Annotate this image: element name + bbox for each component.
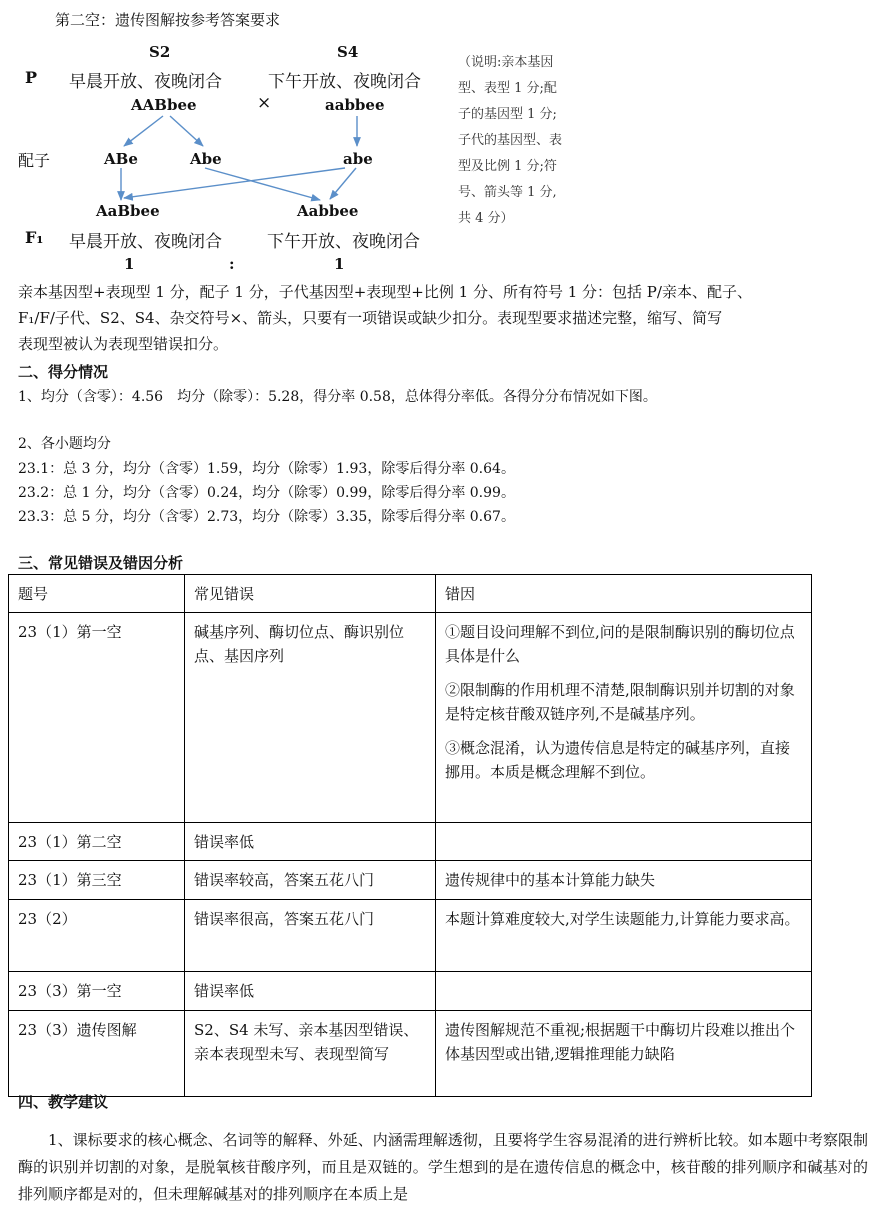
cause-item: ③概念混淆，认为遗传信息是特定的碱基序列，直接挪用。本质是概念理解不到位。: [445, 739, 791, 781]
table-row: [9, 861, 812, 900]
header-common-error: 常见错误: [185, 575, 436, 613]
section2-item: 23.3：总 5 分，均分（含零）2.73，均分（除零）3.35，除零后得分率 0.67。: [18, 509, 515, 525]
row-error: 错误率较高，答案五花八门: [185, 861, 436, 900]
note-line: 共 4 分）: [458, 211, 514, 226]
p-label: P: [25, 68, 38, 87]
header-question: 题号: [9, 575, 185, 613]
row-error: 错误率低: [185, 823, 436, 861]
table-row: [9, 823, 812, 861]
row-causes: [436, 823, 812, 861]
parent-left-genotype: AABbee: [131, 96, 197, 114]
arrow-gamete3-to-f1-left: [124, 168, 345, 198]
f1-label: F₁: [25, 228, 44, 247]
table-row: [9, 1011, 812, 1097]
error-analysis-table: [8, 574, 812, 1097]
note-line: 型及比例 1 分;符: [458, 159, 557, 174]
note-line: 子的基因型 1 分;: [458, 107, 557, 122]
intro-line: 第二空：遗传图解按参考答案要求: [55, 11, 281, 29]
row-causes: [436, 972, 812, 1011]
section2-sub-title: 2、各小题均分: [18, 436, 111, 452]
table-header-row: [9, 575, 812, 613]
table-row: [9, 900, 812, 972]
row-causes: 遗传规律中的基本计算能力缺失: [436, 861, 812, 900]
f1-left-phenotype: 早晨开放、夜晚闭合: [69, 232, 222, 252]
cross-arrows: [0, 0, 460, 270]
row-question: 23（2）: [9, 900, 185, 972]
section4-paragraph: 1、课标要求的核心概念、名词等的解释、外延、内涵需理解透彻，且要将学生容易混淆的进行辨析比较。如本题中考察限制酶的识别并切割的对象，是脱氧核苷酸序列，而且是双链的。学生想到的是在遗传信息的概念中，核苷酸的排列顺序和碱基对的排列顺序都是对的，但未理解碱基对的排列顺序在本质上是: [18, 1131, 868, 1203]
s2-label: S2: [149, 43, 171, 61]
f1-left-genotype: AaBbee: [96, 202, 160, 220]
row-causes: 遗传图解规范不重视;根据题干中酶切片段难以推出个体基因型或出错,逻辑推理能力缺陷: [436, 1011, 812, 1097]
row-question: 23（1）第二空: [9, 823, 185, 861]
note-line: 号、箭头等 1 分,: [458, 185, 557, 200]
note-line: （说明:亲本基因: [458, 55, 554, 70]
ratio-colon: :: [229, 255, 235, 273]
row-error: S2、S4 未写、亲本基因型错误、亲本表现型未写、表现型简写: [185, 1011, 436, 1097]
section2-item: 23.2：总 1 分，均分（含零）0.24，均分（除零）0.99，除零后得分率 0.99。: [18, 485, 515, 501]
table-row: [9, 613, 812, 823]
row-question: 23（3）第一空: [9, 972, 185, 1011]
row-question: 23（1）第一空: [9, 613, 185, 823]
parent-left-phenotype: 早晨开放、夜晚闭合: [69, 72, 222, 92]
gamete-label: 配子: [18, 151, 51, 170]
row-causes: 本题计算难度较大,对学生读题能力,计算能力要求高。: [436, 900, 812, 972]
table-row: [9, 972, 812, 1011]
f1-right-phenotype: 下午开放、夜晚闭合: [267, 232, 420, 252]
scoring-note: [458, 50, 580, 232]
gamete-abe-mixed: Abe: [190, 150, 222, 168]
ratio-right: 1: [334, 255, 345, 273]
gamete-abe-lower: abe: [343, 150, 373, 168]
section2-item: 23.1：总 3 分，均分（含零）1.59，均分（除零）1.93，除零后得分率 0.64。: [18, 461, 515, 477]
row-error: 错误率低: [185, 972, 436, 1011]
cause-item: ①题目设问理解不到位,问的是限制酶识别的酶切位点具体是什么: [445, 623, 795, 665]
note-line: 型、表型 1 分;配: [458, 81, 557, 96]
row-error: 碱基序列、酶切位点、酶识别位点、基因序列: [185, 613, 436, 823]
row-causes: [436, 613, 812, 823]
arrow-group: [121, 116, 357, 200]
f1-right-genotype: Aabbee: [297, 202, 359, 220]
section3-title: 三、常见错误及错因分析: [18, 554, 184, 572]
row-question: 23（3）遗传图解: [9, 1011, 185, 1097]
ratio-left: 1: [124, 255, 135, 273]
note-line: 子代的基因型、表: [458, 133, 563, 148]
s4-label: S4: [337, 43, 359, 61]
gamete-abe-upper: ABe: [104, 150, 138, 168]
scoring-paragraph: [18, 279, 868, 357]
row-question: 23（1）第三空: [9, 861, 185, 900]
section2-title: 二、得分情况: [18, 363, 109, 381]
arrow-parent-to-gamete2: [170, 116, 203, 146]
cause-item: ②限制酶的作用机理不清楚,限制酶识别并切割的对象是特定核苷酸双链序列,不是碱基序列。: [445, 681, 795, 723]
parent-right-phenotype: 下午开放、夜晚闭合: [268, 72, 421, 92]
arrow-parent-to-gamete1: [124, 116, 163, 146]
section2-average-line: 1、均分（含零）：4.56 均分（除零）：5.28，得分率 0.58，总体得分率低。各得分分布情况如下图。: [18, 389, 657, 405]
scoring-line: 亲本基因型+表现型 1 分，配子 1 分，子代基因型+表现型+比例 1 分、所有符号 1 分：包括 P/亲本、配子、: [18, 283, 752, 301]
cross-symbol: ×: [257, 93, 272, 113]
scoring-line: 表现型被认为表现型错误扣分。: [18, 335, 229, 353]
parent-right-genotype: aabbee: [325, 96, 385, 114]
scoring-line: F₁/F/子代、S2、S4、杂交符号×、箭头，只要有一项错误或缺少扣分。表现型要求描述完整，缩写、简写: [18, 309, 723, 327]
section4-title: 四、教学建议: [18, 1093, 109, 1111]
header-cause: 错因: [436, 575, 812, 613]
arrow-gamete3-to-f1-right: [330, 168, 356, 199]
row-error: 错误率很高，答案五花八门: [185, 900, 436, 972]
